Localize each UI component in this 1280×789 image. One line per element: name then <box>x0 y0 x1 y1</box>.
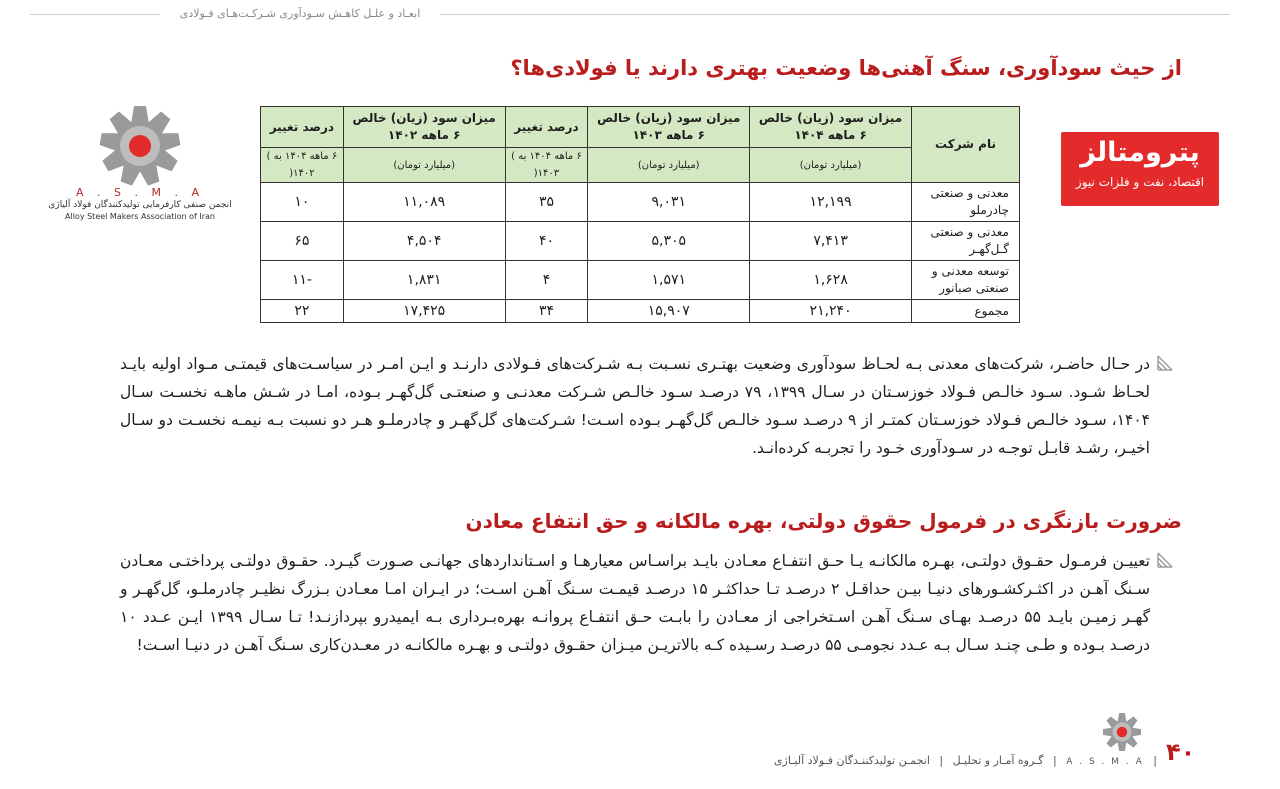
footer-group: گـروه آمـار و تحلیـل <box>952 754 1044 767</box>
footer-separator: | <box>1053 754 1057 767</box>
footer-asma-letters: A . S . M . A <box>1066 757 1144 767</box>
total-1403: ۱۵,۹۰۷ <box>588 300 750 323</box>
change-1402: -۱۱ <box>261 261 344 300</box>
unit-change-1403: ۶ ماهه ۱۴۰۴ به ) ۱۴۰۳( <box>505 148 588 183</box>
company-column-header: نام شرکت <box>912 107 1020 183</box>
paragraph-1-text: در حـال حاضـر، شرکت‌های معدنی بـه لحـاظ سودآوری وضعیت بهتـری نسـبت بـه شـرکت‌های فـولادی دارنـد و ایـن امـر در سیاسـت‌های قیمتـی مـواد اولیه بایـد لحـاظ شـود. سـود خالـص فـولاد خوزسـتان در سـال ۱۳۹۹، ۷۹ درصـد سـود خالـص شـرکت معدنـی و صنعتـی گل‌گهـر بـوده، امـا در شـش ماهـه نخسـت سـال ۱۴۰۴، سـود خالـص فـولاد خوزسـتان کمتـر از ۹ درصـد سـود خالـص گل‌گهـر بـوده اسـت! شـرکت‌های گل‌گهـر و چادرملـو هـر دو نسبت بـه نیمـه نخسـت دو سـال اخیـر، رشـد قابـل توجـه در سـودآوری خـود را تجربـه کرده‌انـد. <box>120 355 1150 457</box>
petrometals-tagline: اقتصاد، نفت و فلزات نیوز <box>1075 175 1205 189</box>
change-1403: ۳۵ <box>505 183 588 222</box>
petrometals-logo <box>1061 132 1219 206</box>
value-1403: ۹,۰۳۱ <box>588 183 750 222</box>
change-1403: ۴۰ <box>505 222 588 261</box>
value-1403: ۵,۳۰۵ <box>588 222 750 261</box>
value-1404: ۱,۶۲۸ <box>750 261 912 300</box>
company-cell: معدنی و صنعتی گـل‌گهـر <box>912 222 1020 261</box>
col-header-change-1402: درصد تغییر <box>261 107 344 148</box>
footer-separator: | <box>939 754 944 767</box>
total-change-1402: ۲۲ <box>261 300 344 323</box>
change-1403: ۴ <box>505 261 588 300</box>
total-label: مجموع <box>912 300 1020 323</box>
total-change-1403: ۳۴ <box>505 300 588 323</box>
table-row <box>261 222 1020 261</box>
value-1402: ۴,۵۰۴ <box>343 222 505 261</box>
asma-logo <box>44 104 236 234</box>
total-1402: ۱۷,۴۲۵ <box>343 300 505 323</box>
section-title-royalty: ضرورت بازنگری در فرمول حقوق دولتی، بهره مالکانه و حق انتفاع معادن <box>465 509 1182 533</box>
company-cell: توسعه معدنی و صنعتی صبانور <box>912 261 1020 300</box>
table-row <box>261 183 1020 222</box>
table-total-row <box>261 300 1020 323</box>
col-header-1403: میزان سود (زیان) خالص ۶ ماهه ۱۴۰۳ <box>588 107 750 148</box>
change-1402: ۶۵ <box>261 222 344 261</box>
value-1404: ۱۲,۱۹۹ <box>750 183 912 222</box>
unit-1404: (میلیارد تومان) <box>750 148 912 183</box>
section-title-profitability: از حیث سودآوری، سنگ آهنی‌ها وضعیت بهتری دارند یا فولادی‌ها؟ <box>510 56 1182 80</box>
col-header-change-1403: درصد تغییر <box>505 107 588 148</box>
total-1404: ۲۱,۲۴۰ <box>750 300 912 323</box>
col-header-1402: میزان سود (زیان) خالص ۶ ماهه ۱۴۰۲ <box>343 107 505 148</box>
table-units-row <box>261 148 1020 183</box>
company-cell: معدنی و صنعتی چادرملو <box>912 183 1020 222</box>
running-header: ابعـاد و علـل کاهـش سـودآوری شـرکـت‌هـای فـولادی <box>160 4 440 24</box>
footer-association: انجمـن تولیدکننـدگان فـولاد آلیـاژی <box>773 754 930 767</box>
value-1404: ۷,۴۱۳ <box>750 222 912 261</box>
value-1402: ۱۱,۰۸۹ <box>343 183 505 222</box>
asma-gear-icon <box>98 104 182 188</box>
footer-credits <box>773 754 1160 767</box>
col-header-1404: میزان سود (زیان) خالص ۶ ماهه ۱۴۰۴ <box>750 107 912 148</box>
hatch-marker-icon <box>1156 354 1174 372</box>
paragraph-royalty <box>120 547 1150 659</box>
page-number: ۴۰ <box>1166 738 1196 766</box>
unit-1403: (میلیارد تومان) <box>588 148 750 183</box>
change-1402: ۱۰ <box>261 183 344 222</box>
value-1403: ۱,۵۷۱ <box>588 261 750 300</box>
footer-asma-gear-icon <box>1102 712 1142 752</box>
footer-separator: | <box>1153 754 1157 767</box>
value-1402: ۱,۸۳۱ <box>343 261 505 300</box>
paragraph-2-text: تعییـن فرمـول حقـوق دولتـی، بهـره مالکانـه یـا حـق انتفـاع معـادن بایـد براسـاس معیارهـا و اسـتانداردهای جهانـی صـورت گیـرد. حقـوق دولتـی پرداختـی معـادن سـنگ آهـن در اکثـرکشـورهای دنیـا بیـن حداقـل ۲ درصـد تـا حداکثـر ۱۵ درصـد قیمـت سـنگ آهـن اسـت؛ در ایـران امـا معـادن بـزرگ نظیـر چادرملـو، گل‌گهـر و گهـر زمیـن بایـد ۵۵ درصـد بهـای سـنگ آهـن اسـتخراجی از معـادن را بابـت حـق انتفـاع پروانـه بهره‌بـرداری بـه ایمیدرو بپردازنـد! تـا سـال ۱۳۹۹ ایـن عـدد ۱۰ درصـد بـوده و طـی چنـد سـال بـه عـدد نجومـی ۵۵ درصـد رسـیده کـه بالاتریـن میـزان حقـوق دولتـی و بهـره مالکانـه در معـدن‌کاری سـنگ آهـن در دنیـا اسـت! <box>120 552 1151 654</box>
paragraph-profitability <box>120 350 1150 462</box>
unit-change-1402: ۶ ماهه ۱۴۰۴ به ) ۱۴۰۲( <box>261 148 344 183</box>
hatch-marker-icon <box>1156 551 1174 569</box>
petrometals-name: پترومتالز <box>1080 137 1200 168</box>
table-header-row <box>261 107 1020 148</box>
asma-name-en: Alloy Steel Makers Association of Iran <box>65 212 215 221</box>
unit-1402: (میلیارد تومان) <box>343 148 505 183</box>
table-row <box>261 261 1020 300</box>
asma-letters: A . S . M . A <box>76 186 204 199</box>
profit-table <box>260 106 1020 323</box>
asma-name-fa: انجمن صنفی کارفرمایی تولیدکنندگان فولاد آلیاژی <box>48 200 232 210</box>
